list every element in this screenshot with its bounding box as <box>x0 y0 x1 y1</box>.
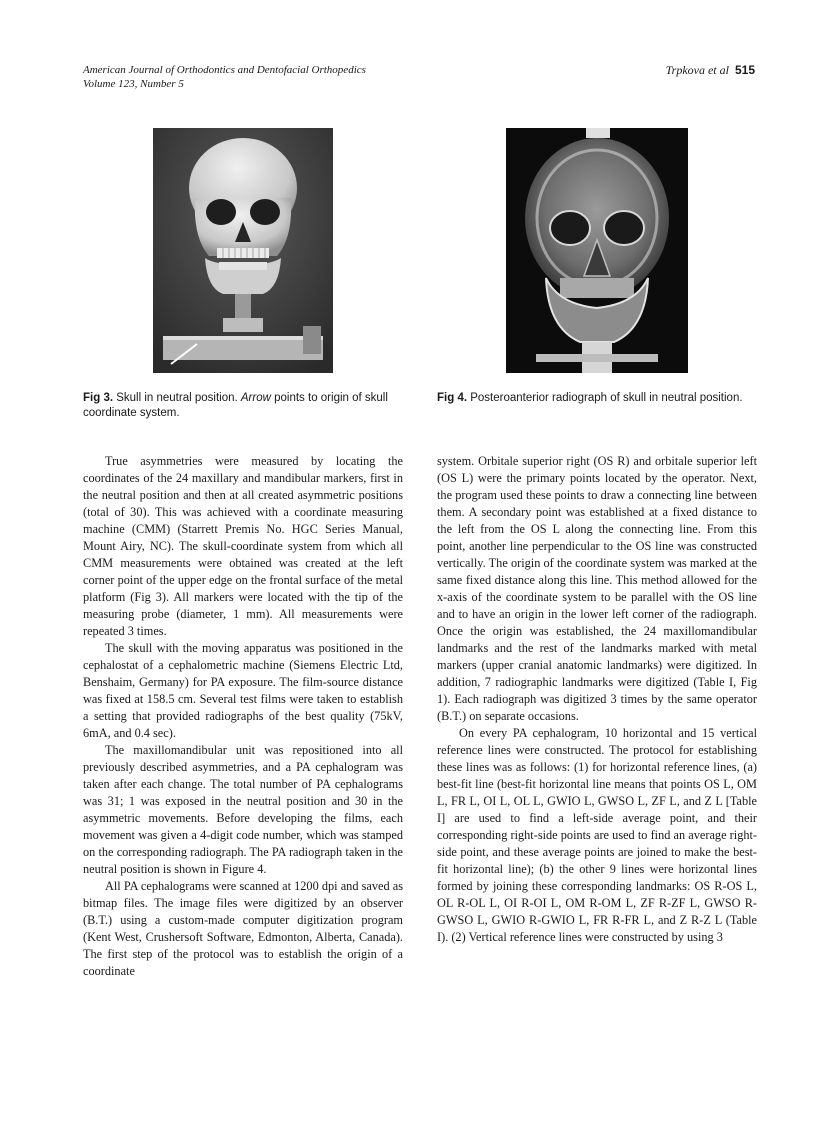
running-header <box>83 63 755 97</box>
paragraph: All PA cephalograms were scanned at 1200 dpi and saved as bitmap files. The image files were digitized by an observer (B.T.) using a custom-made computer digitization program (Kent West, Crushersoft Software, Edmonton, Alberta, Canada). The first step of the protocol was to establish the origin of a coordinate <box>83 879 403 978</box>
figure-3-label: Fig 3. <box>83 392 114 404</box>
radiograph-image <box>506 128 688 373</box>
figure-3-skull-photo <box>153 128 333 373</box>
figure-3-caption <box>83 391 403 421</box>
paragraph: The skull with the moving apparatus was positioned in the cephalostat of a cephalometric machine (Siemens Electric Ltd, Benshaim, Germany) for PA exposure. The film-source distance was fixed at 158.5 cm. Several test films were taken to establish a setting that provided radiographs of the best quality (75kV, 6mA, and 0.4 sec). <box>83 641 403 740</box>
journal-citation <box>83 63 366 91</box>
paragraph: On every PA cephalogram, 10 horizontal and 15 vertical reference lines were constructed. The protocol for establishing these lines was as follows: (1) for horizontal reference lines, (a) best-fit line (best-fit horizontal line means that points OS L, OM L, FR L, OI L, OL L, GWIO L, GWSO L, ZF L, and Z L [Table I] are used to find a left-side average point, and their corresponding right-side points are used to find an average right-side point, and these average points are joined to make the best-fit horizontal line); (b) the other 9 lines were horizontal lines formed by joining these corresponding landmarks: OS R-OS L, OL R-OL L, OI R-OI L, OM R-OM L, ZF R-ZF L, GWSO R-GWSO L, GWIO R-GWIO L, FR R-FR L, and Z R-Z L (Table I). (2) Vertical reference lines were constructed by using 3 <box>437 726 757 944</box>
running-authors: Trpkova et al <box>665 63 729 77</box>
figure-4-label: Fig 4. <box>437 392 468 404</box>
left-column <box>83 453 403 980</box>
journal-title: American Journal of Orthodontics and Dentofacial Orthopedics <box>83 64 366 76</box>
figure-3-caption-emphasis: Arrow <box>240 392 271 404</box>
figure-4-radiograph <box>506 128 688 373</box>
figure-4-caption-text: Posteroanterior radiograph of skull in neutral position. <box>467 392 743 404</box>
figure-4-caption <box>437 391 757 406</box>
paragraph: system. Orbitale superior right (OS R) and orbitale superior left (OS L) were the primary points located by the operator. Next, the program used these points to draw a connecting line between them. A secondary point was established at a fixed distance to the left from the OS L along the connecting line. From this point, another line perpendicular to the OS line was constructed vertically. The origin of the coordinate system was marked at the same fixed distance along this line. This method allowed for the x-axis of the coordinate system to be parallel with the OS line and to have an origin in the lower left corner of the radiograph. Once the origin was established, the 24 maxillomandibular landmarks and the rest of the landmarks marked with metal markers (upper cranial anatomic landmarks) were digitized. In addition, 7 radiographic landmarks were digitized (Table I, Fig 1). Each radiograph was digitized 3 times by the same operator (B.T.) on separate occasions. <box>437 454 757 723</box>
figure-3-caption-text-b: points to origin of skull coordinate system. <box>83 392 388 419</box>
journal-volume: Volume 123, Number 5 <box>83 78 184 90</box>
paragraph: The maxillomandibular unit was repositioned into all previously described asymmetries, and a PA cephalogram was taken after each change. The total number of PA cephalograms was 31; 1 was exposed in the neutral position and 30 in the asymmetric movements. Before developing the films, each movement was given a 4-digit code number, which was stamped on the corresponding radiograph. The PA radiograph taken in the neutral position is shown in Figure 4. <box>83 743 403 876</box>
page-number: 515 <box>734 63 755 77</box>
paragraph: True asymmetries were measured by locating the coordinates of the 24 maxillary and mandibular markers, first in the neutral position and then at all created asymmetric positions (total of 30). This was achieved with a coordinate measuring machine (CMM) (Starrett Premis No. HGC Series Manual, Mount Airy, NC). The skull-coordinate system from which all CMM measurements were obtained was created at the left corner point of the upper edge on the frontal surface of the metal platform (Fig 3). All markers were located with the tip of the measuring probe (diameter, 1 mm). All measurements were repeated 3 times. <box>83 454 403 638</box>
skull-photo-image <box>153 128 333 373</box>
right-column <box>437 453 757 946</box>
author-page <box>666 63 755 77</box>
figure-3-caption-text-a: Skull in neutral position. <box>113 392 241 404</box>
